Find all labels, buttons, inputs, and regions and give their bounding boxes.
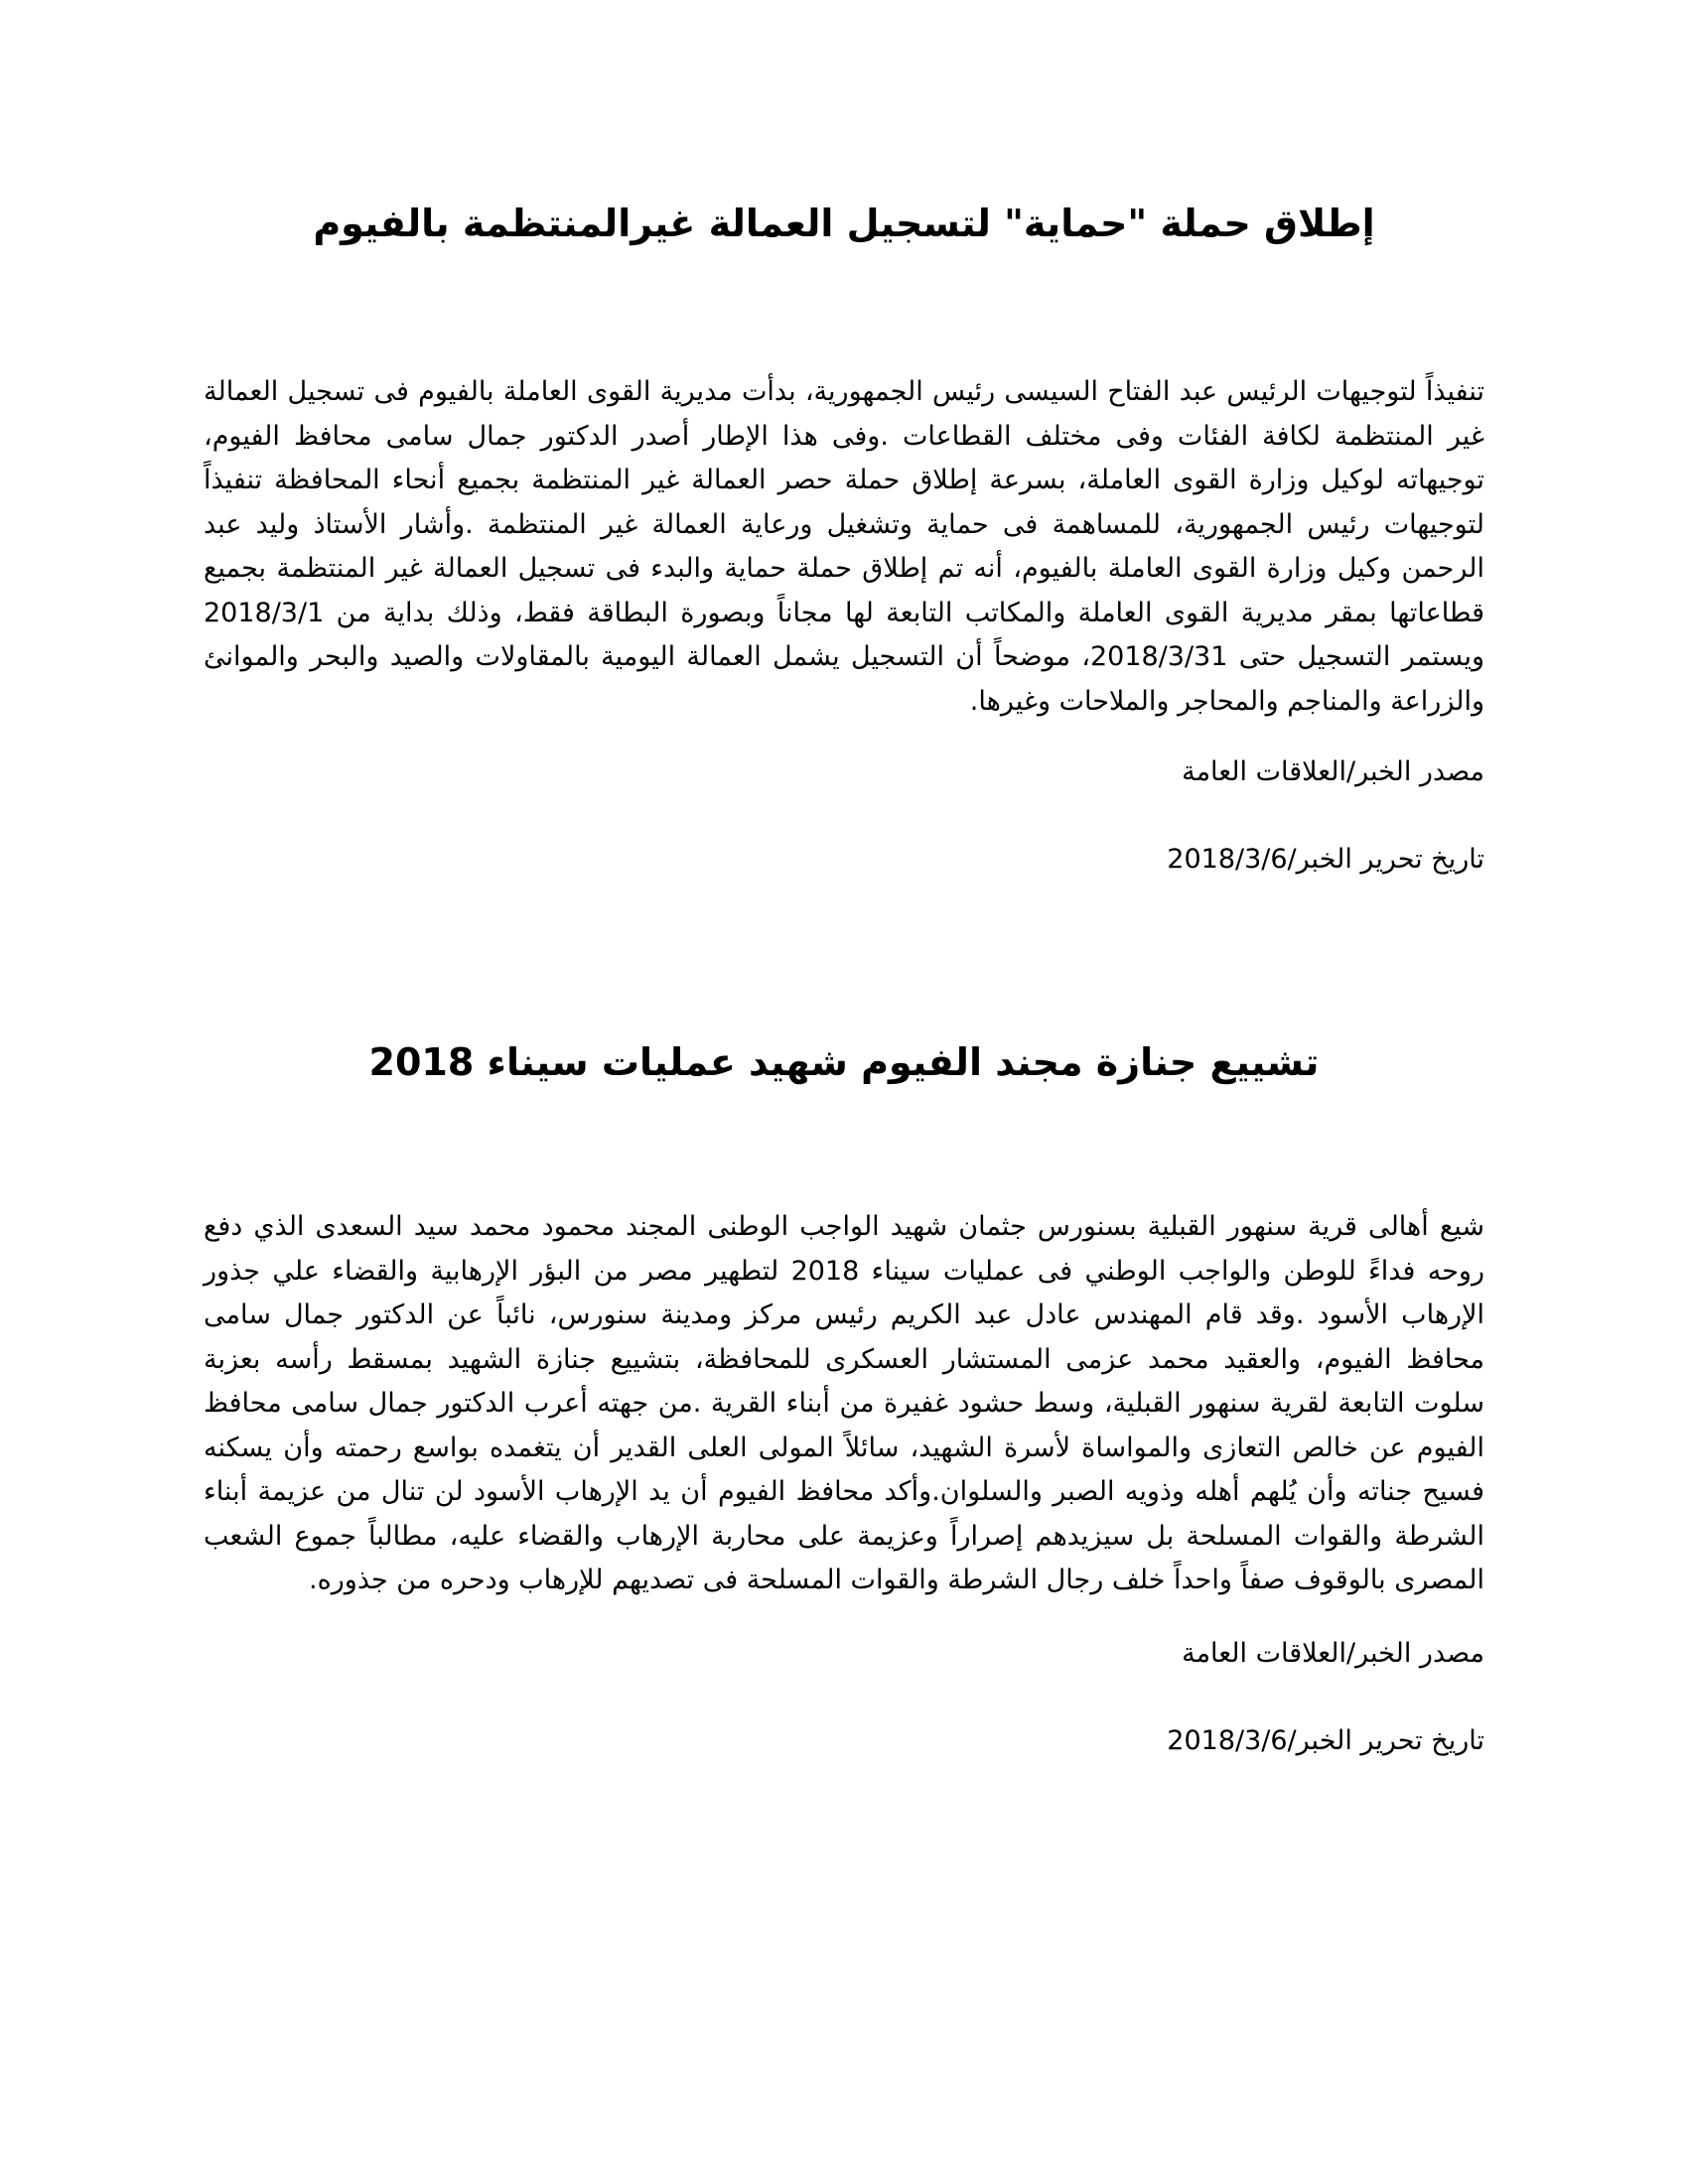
article-headline: تشييع جنازة مجند الفيوم شهيد عمليات سيناء 2018 bbox=[368, 1040, 1320, 1084]
article-body: شيع أهالى قرية سنهور القبلية بسنورس جثمان شهيد الواجب الوطنى المجند محمود محمد سيد السعدى الذي دفع روحه فداءً للوطن والواجب الوطني فى عمليات سيناء 2018 لتطهير مصر من البؤر الإرهابية والقضاء علي جذور الإرهاب الأسود .وقد قام المهندس عادل عبد الكريم رئيس مركز ومدينة سنورس، نائباً عن الدكتور جمال سامى محافظ الفيوم، والعقيد محمد عزمى المستشار العسكرى للمحافظة، بتشييع جنازة الشهيد بمسقط رأسه بعزبة سلوت التابعة لقرية سنهور القبلية، وسط حشود غفيرة من أبناء القرية .من جهته أعرب الدكتور جمال سامى محافظ الفيوم عن خالص التعازى والمواساة لأسرة الشهيد، سائلاً المولى العلى القدير أن يتغمده بواسع رحمته وأن يسكنه فسيح جناته وأن يُلهم أهله وذويه الصبر والسلوان.وأكد محافظ الفيوم أن يد الإرهاب الأسود لن تنال من عزيمة أبناء الشرطة والقوات المسلحة بل سيزيدهم إصراراً وعزيمة على محاربة الإرهاب والقضاء عليه، مطالباً جموع الشعب المصرى بالوقوف صفاً واحداً خلف رجال الشرطة والقوات المسلحة فى تصديهم للإرهاب ودحره من جذوره. bbox=[204, 1211, 1484, 1595]
news-article-martyr-funeral bbox=[204, 1032, 1484, 1764]
article-date: تاريخ تحرير الخبر/2018/3/6 bbox=[1167, 1725, 1484, 1756]
article-date: تاريخ تحرير الخبر/2018/3/6 bbox=[1167, 843, 1484, 875]
article-source: مصدر الخبر/العلاقات العامة bbox=[1182, 1637, 1484, 1669]
article-body: تنفيذاً لتوجيهات الرئيس عبد الفتاح السيسى رئيس الجمهورية، بدأت مديرية القوى العاملة بالفيوم فى تسجيل العمالة غير المنتظمة لكافة الفئات وفى مختلف القطاعات .وفى هذا الإطار أصدر الدكتور جمال سامى محافظ الفيوم، توجيهاته لوكيل وزارة القوى العاملة، بسرعة إطلاق حملة حصر العمالة غير المنتظمة بجميع أنحاء المحافظة تنفيذاً لتوجيهات رئيس الجمهورية، للمساهمة فى حماية وتشغيل ورعاية العمالة غير المنتظمة .وأشار الأستاذ وليد عبد الرحمن وكيل وزارة القوى العاملة بالفيوم، أنه تم إطلاق حملة حماية والبدء فى تسجيل العمالة غير المنتظمة بجميع قطاعاتها بمقر مديرية القوى العاملة والمكاتب التابعة لها مجاناً وبصورة البطاقة فقط، وذلك بداية من 2018/3/1 ويستمر التسجيل حتى 2018/3/31، موضحاً أن التسجيل يشمل العمالة اليومية بالمقاولات والصيد والبحر والموانئ والزراعة والمناجم والمحاجر والملاحات وغيرها. bbox=[204, 376, 1484, 717]
news-article-worker-registration bbox=[204, 194, 1484, 882]
article-source: مصدر الخبر/العلاقات العامة bbox=[1182, 756, 1484, 787]
article-headline: إطلاق حملة "حماية" لتسجيل العمالة غيرالمنتظمة بالفيوم bbox=[313, 202, 1375, 245]
